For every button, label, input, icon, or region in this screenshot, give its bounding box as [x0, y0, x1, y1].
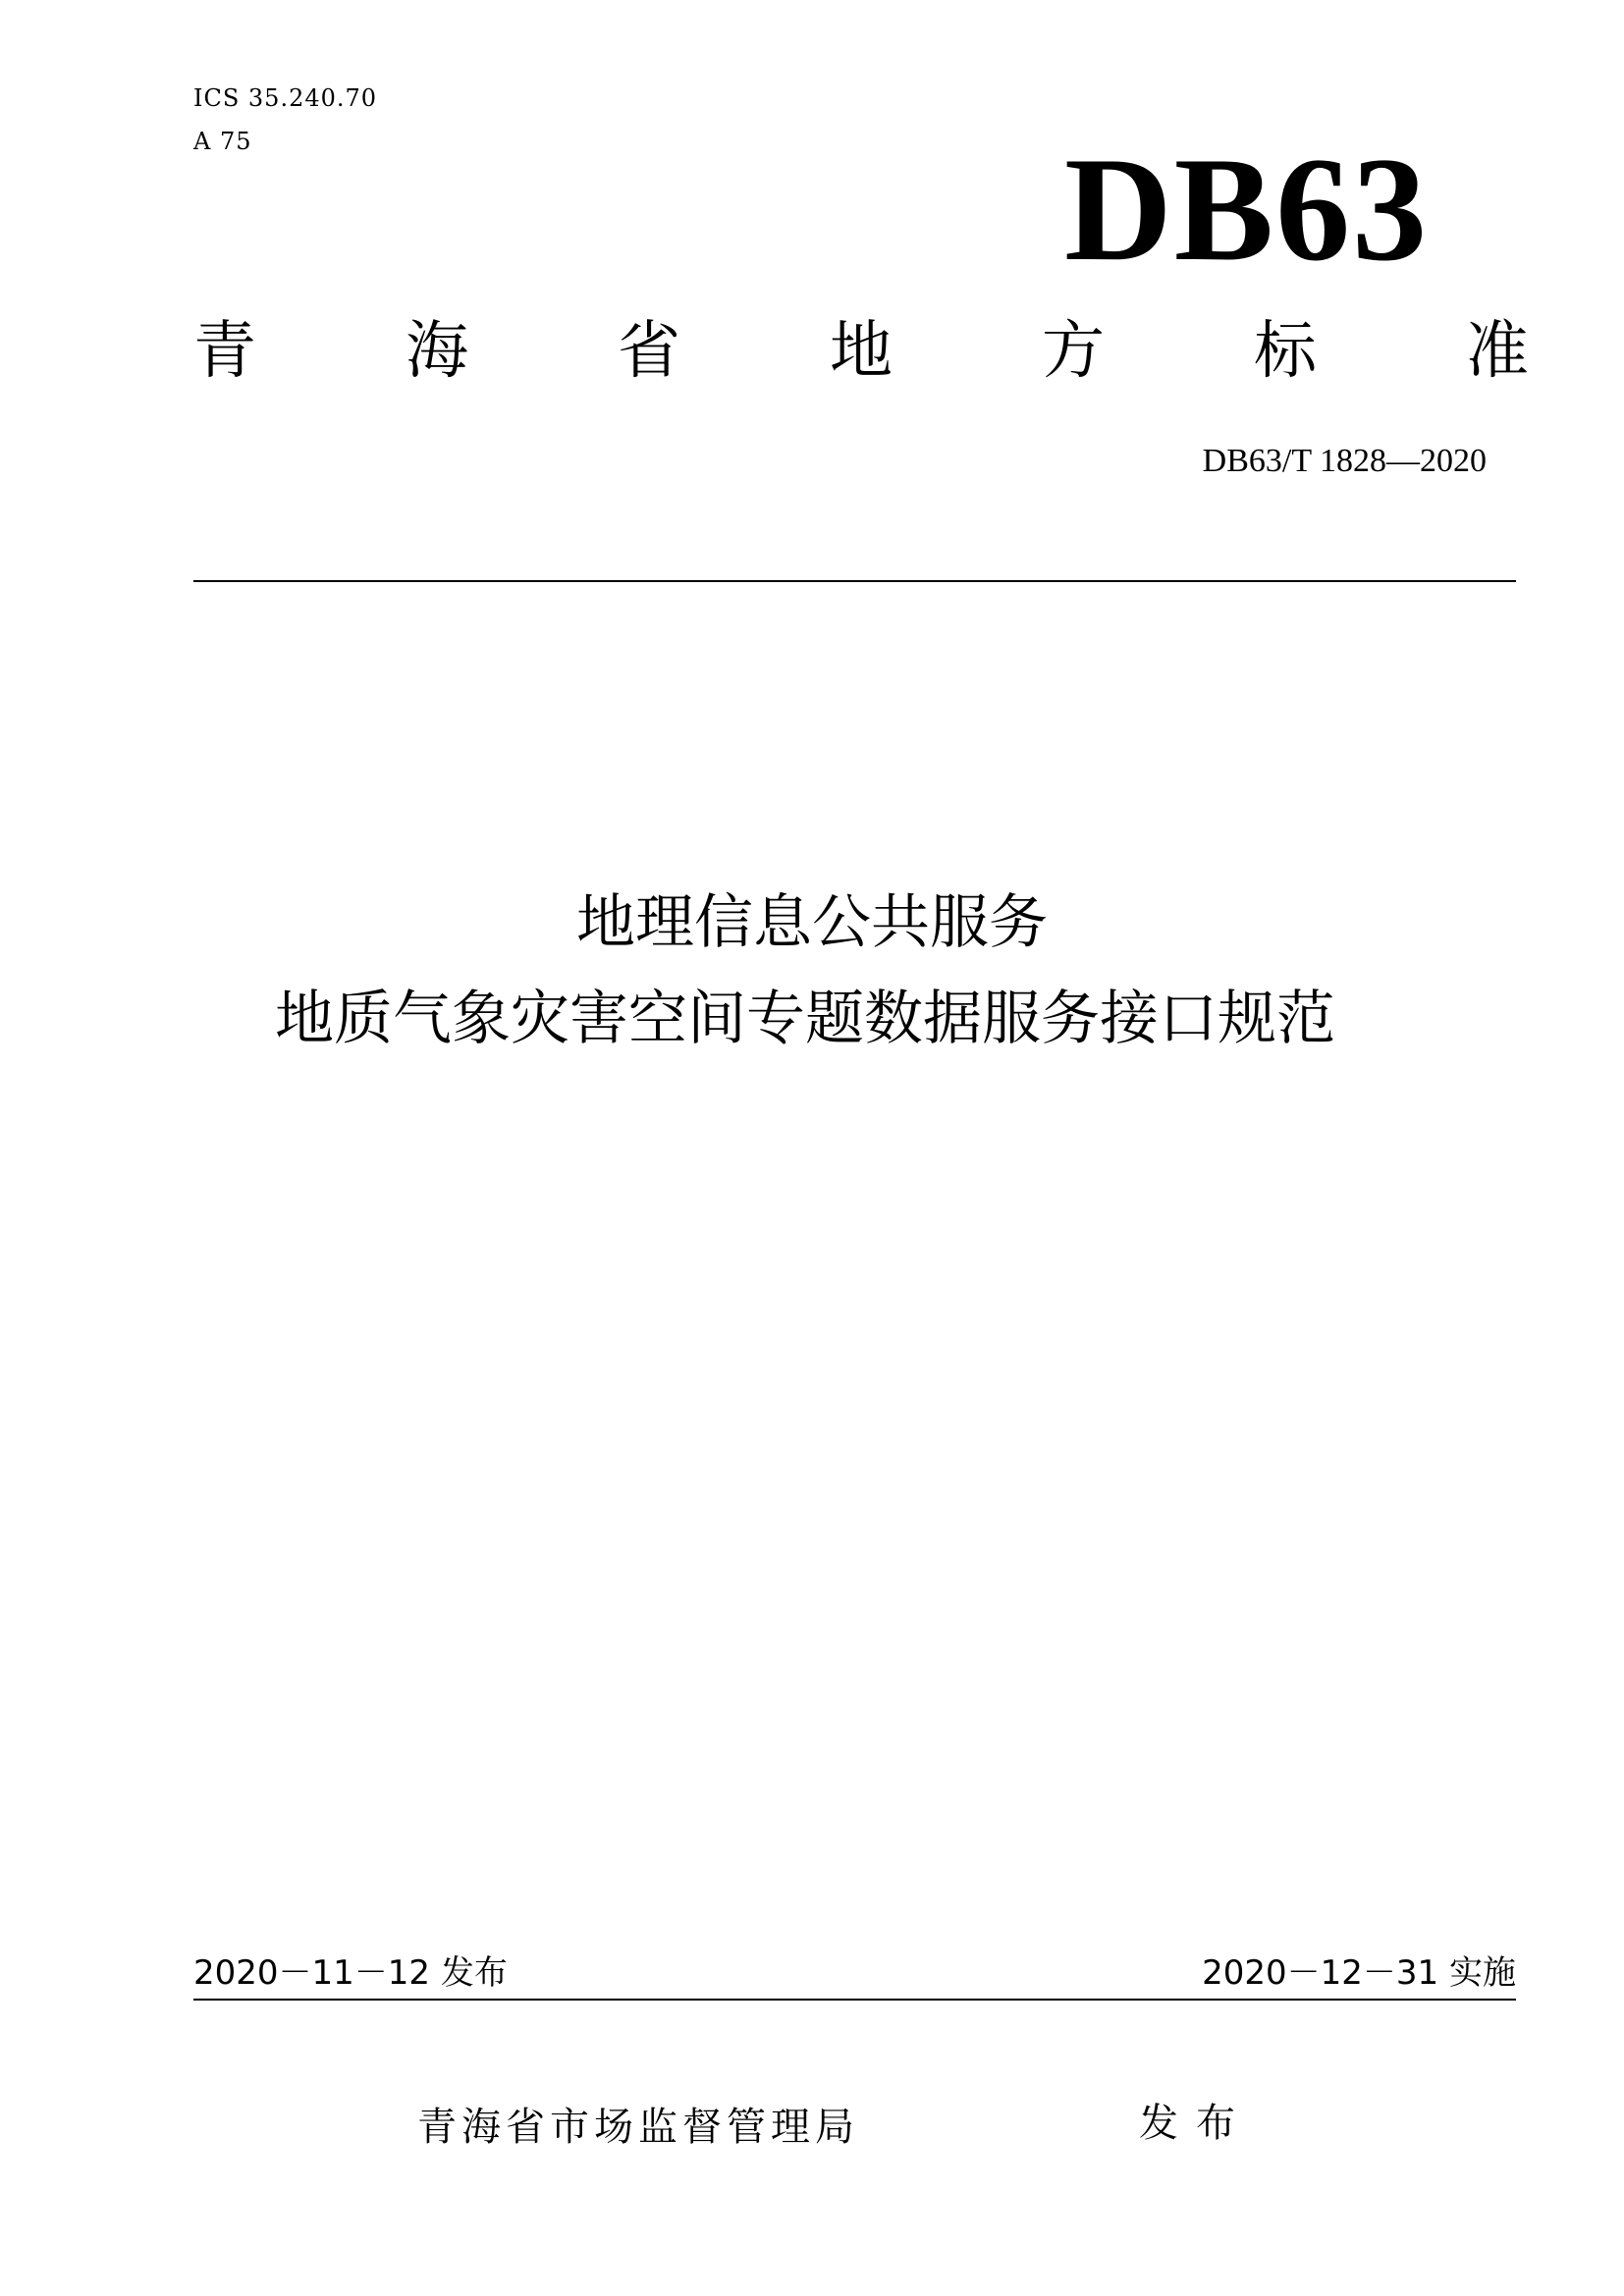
standard-type-char: 青 [193, 315, 256, 388]
document-title-line-2: 地质气象灾害空间专题数据服务接口规范 [275, 985, 1335, 1053]
standard-type-heading [193, 312, 1529, 391]
issuing-authority: 青海省市场监督管理局 [417, 2105, 859, 2150]
standard-type-char: 准 [1466, 315, 1529, 388]
issue-date: 2020－11－12 发布 [193, 1953, 508, 1993]
standard-type-char: 省 [618, 315, 680, 388]
standard-type-char: 海 [406, 315, 468, 388]
issue-label: 发布 [1139, 2101, 1253, 2146]
bottom-divider [193, 1999, 1516, 2001]
top-divider [193, 580, 1516, 582]
ccs-code: A 75 [193, 128, 252, 155]
standard-type-char: 方 [1042, 315, 1105, 388]
implementation-date: 2020－12－31 实施 [1202, 1953, 1516, 1993]
standard-logo: DB63 [1064, 127, 1430, 292]
document-title-line-1: 地理信息公共服务 [576, 888, 1048, 957]
ics-code: ICS 35.240.70 [193, 84, 378, 112]
standard-type-char: 地 [830, 315, 893, 388]
standard-type-char: 标 [1254, 315, 1317, 388]
standard-number: DB63/T 1828—2020 [1202, 443, 1487, 479]
